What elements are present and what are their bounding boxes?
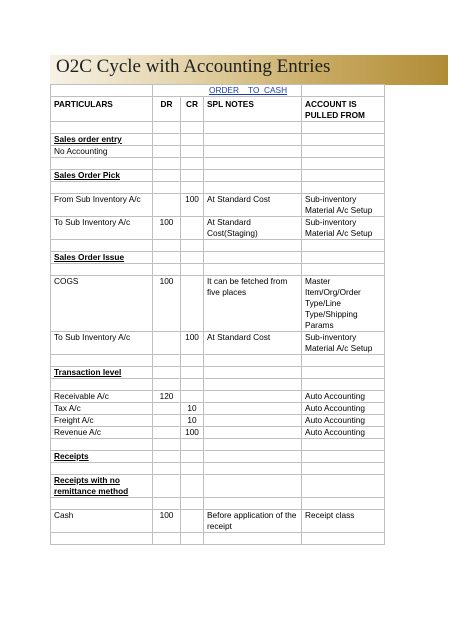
cell-cr [181, 217, 204, 240]
section-receipts-no-remittance: Receipts with no remittance method [51, 475, 153, 498]
blank-row [51, 182, 385, 194]
cell-notes [204, 415, 302, 427]
accounting-table [50, 84, 385, 545]
cell-account: Sub-inventory Material A/c Setup [302, 194, 385, 217]
section-sales-order-pick: Sales Order Pick [51, 170, 153, 182]
cell-cr: 100 [181, 332, 204, 355]
cell-dr [153, 403, 181, 415]
table-row [51, 427, 385, 439]
blank-row [51, 533, 385, 545]
cell-account: Auto Accounting [302, 427, 385, 439]
cell-account: Auto Accounting [302, 415, 385, 427]
table-row [51, 332, 385, 355]
cell-dr [153, 415, 181, 427]
document-title: O2C Cycle with Accounting Entries [56, 56, 331, 77]
table-row [51, 415, 385, 427]
cell-notes: Before application of the receipt [204, 510, 302, 533]
cell-dr: 100 [153, 217, 181, 240]
table-row [51, 194, 385, 217]
cell-cr [181, 510, 204, 533]
section-row [51, 451, 385, 463]
table-row [51, 146, 385, 158]
section-row [51, 134, 385, 146]
header-dr: DR [153, 97, 181, 122]
cell-notes: At Standard Cost [204, 332, 302, 355]
table-row [51, 217, 385, 240]
table-title-row [51, 85, 385, 97]
cell-account: Receipt class [302, 510, 385, 533]
header-spl-notes: SPL NOTES [204, 97, 302, 122]
cell-particulars: Cash [51, 510, 153, 533]
cell-particulars: To Sub Inventory A/c [51, 332, 153, 355]
cell-notes [204, 391, 302, 403]
blank-row [51, 158, 385, 170]
cell-particulars: To Sub Inventory A/c [51, 217, 153, 240]
cell-dr: 100 [153, 510, 181, 533]
cell-particulars: Receivable A/c [51, 391, 153, 403]
blank-row [51, 122, 385, 134]
cell-cr: 100 [181, 427, 204, 439]
blank-row [51, 463, 385, 475]
cell-account: Sub-inventory Material A/c Setup [302, 332, 385, 355]
blank-row [51, 355, 385, 367]
blank-row [51, 498, 385, 510]
section-transaction-level: Transaction level [51, 367, 153, 379]
cell-dr [153, 194, 181, 217]
cell-account: Auto Accounting [302, 391, 385, 403]
table-row [51, 403, 385, 415]
header-account: ACCOUNT IS PULLED FROM [302, 97, 385, 122]
cell-particulars: Freight A/c [51, 415, 153, 427]
cell-notes: It can be fetched from five places [204, 276, 302, 332]
section-row [51, 252, 385, 264]
cell-dr [153, 427, 181, 439]
cell-account: Master Item/Org/Order Type/Line Type/Shipping Params [302, 276, 385, 332]
table-row [51, 510, 385, 533]
section-receipts: Receipts [51, 451, 153, 463]
title-banner [50, 55, 448, 85]
blank-row [51, 264, 385, 276]
no-accounting-note: No Accounting [51, 146, 153, 158]
cell-particulars: Tax A/c [51, 403, 153, 415]
table-row [51, 276, 385, 332]
header-particulars: PARTICULARS [51, 97, 153, 122]
section-sales-order-issue: Sales Order Issue [51, 252, 153, 264]
section-row [51, 475, 385, 498]
cell-dr: 120 [153, 391, 181, 403]
blank-row [51, 379, 385, 391]
cell-cr: 10 [181, 415, 204, 427]
order-to-cash-link[interactable]: ORDER TO CASH [209, 85, 288, 95]
cell-cr: 10 [181, 403, 204, 415]
header-cr: CR [181, 97, 204, 122]
table-row [51, 391, 385, 403]
cell-particulars: COGS [51, 276, 153, 332]
cell-notes [204, 403, 302, 415]
cell-notes: At Standard Cost [204, 194, 302, 217]
cell-dr [153, 332, 181, 355]
cell-account: Auto Accounting [302, 403, 385, 415]
header-row [51, 97, 385, 122]
cell-cr [181, 276, 204, 332]
cell-dr: 100 [153, 276, 181, 332]
section-sales-order-entry: Sales order entry [51, 134, 153, 146]
section-row [51, 170, 385, 182]
cell-cr: 100 [181, 194, 204, 217]
blank-row [51, 439, 385, 451]
cell-account: Sub-inventory Material A/c Setup [302, 217, 385, 240]
section-row [51, 367, 385, 379]
cell-notes: At Standard Cost(Staging) [204, 217, 302, 240]
blank-row [51, 240, 385, 252]
cell-cr [181, 391, 204, 403]
cell-notes [204, 427, 302, 439]
cell-particulars: From Sub Inventory A/c [51, 194, 153, 217]
cell-particulars: Revenue A/c [51, 427, 153, 439]
